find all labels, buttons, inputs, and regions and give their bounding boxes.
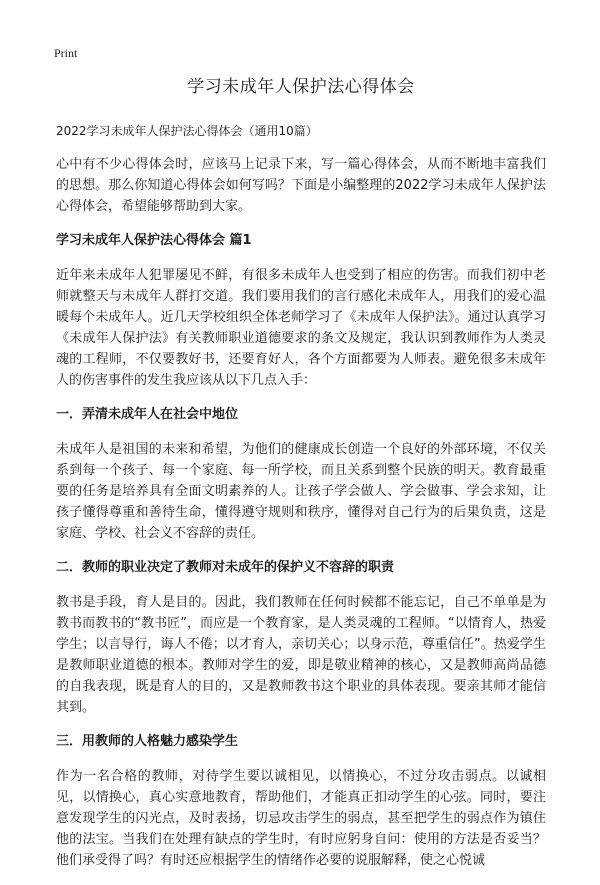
print-link[interactable]: Print <box>54 46 78 60</box>
intro-paragraph: 心中有不少心得体会时，应该马上记录下来，写一篇心得体会，从而不断地丰富我们的思想。那么你知道心得体会如何写吗？下面是小编整理的2022学习未成年人保护法心得体会，希望能够帮助到大家。 <box>56 157 546 214</box>
document-title: 学习未成年人保护法心得体会 <box>187 77 415 97</box>
article-heading: 学习未成年人保护法心得体会 篇1 <box>56 233 252 248</box>
section-3-heading: 三．用教师的人格魅力感染学生 <box>56 734 239 749</box>
section-2-heading: 二．教师的职业决定了教师对未成年的保护义不容辞的职责 <box>56 560 395 575</box>
section-1-paragraph: 未成年人是祖国的未来和希望，为他们的健康成长创造一个良好的外部环境，不仅关系到每一个孩子、每一个家庭、每一所学校，而且关系到整个民族的明天。教育最重要的任务是培养具有全面文明素养的人。让孩子学会做人、学会做事、学会求知，让孩子懂得尊重和善待生命，懂得遵守规则和秩序，懂得对自己行为的后果负责，这是家庭、学校、社会义不容辞的责任。 <box>56 442 546 541</box>
document-subtitle: 2022学习未成年人保护法心得体会（通用10篇） <box>56 124 318 138</box>
section-3-paragraph: 作为一名合格的教师，对待学生要以诚相见，以情换心，不过分攻击弱点。以诚相见，以情换心，真心实意地教育，帮助他们，才能真正扣动学生的心弦。同时，要注意发现学生的闪光点，及时表扬，切忌攻击学生的弱点，甚至把学生的弱点作为镇住他的法宝。当我们在处理有缺点的学生时，有时应躬身自问：使用的方法是否妥当？他们承受得了吗？有时还应根据学生的情绪作必要的说服解释，使之心悦诚 <box>56 769 546 868</box>
document-page <box>56 72 546 885</box>
section-1-heading: 一．弄清未成年人在社会中地位 <box>56 407 239 422</box>
article-paragraph-1: 近年来未成年人犯罪屡见不鲜，有很多未成年人也受到了相应的伤害。而我们初中老师就整天与未成年人群打交道。我们要用我们的言行感化未成年人，用我们的爱心温暖每个未成年人。近几天学校组织全体老师学习了《未成年人保护法》。通过认真学习《未成年人保护法》有关教师职业道德要求的条文及规定，我认识到教师作为人类灵魂的工程师，不仅要教好书，还要育好人，各个方面都要为人师表。避免很多未成年人的伤害事件的发生我应该从以下几点入手： <box>56 268 546 388</box>
section-2-paragraph: 教书是手段，育人是目的。因此，我们教师在任何时候都不能忘记，自己不单单是为教书而教书的“教书匠”，而应是一个教育家，是人类灵魂的工程师。“以情育人，热爱学生；以言导行，诲人不倦；以才育人，亲切关心；以身示范，尊重信任”。热爱学生是教师职业道德的根本。教师对学生的爱，即是敬业精神的核心，又是教师高尚品德的自我表现，既是育人的目的，又是教师教书这个职业的具体表现。要亲其师才能信其到。 <box>56 595 546 715</box>
